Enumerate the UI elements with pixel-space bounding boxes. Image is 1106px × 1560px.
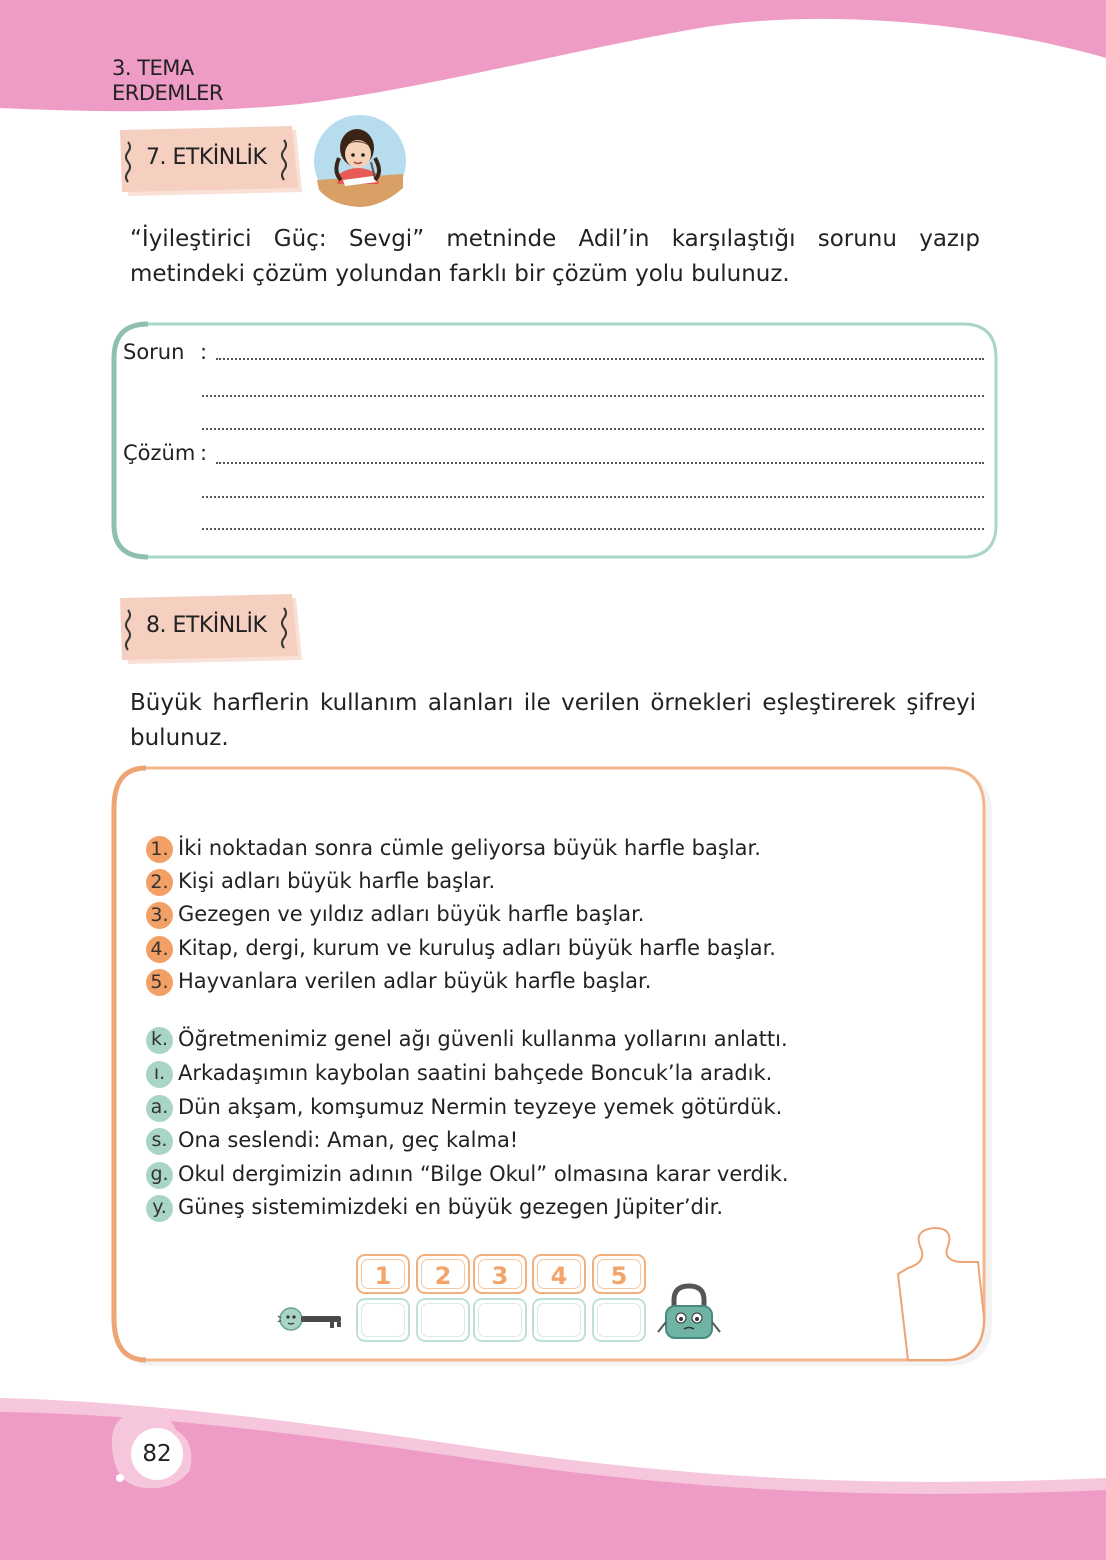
solution-line-2[interactable]: [202, 496, 984, 498]
theme-name: ERDEMLER: [112, 81, 223, 105]
key-icon: [276, 1302, 346, 1336]
example-letter: ı.: [146, 1061, 173, 1088]
code-number-box: 5: [592, 1254, 646, 1294]
example-item: [146, 1192, 723, 1222]
rule-item: [146, 933, 776, 963]
problem-colon: :: [200, 340, 208, 364]
example-item: [146, 1024, 788, 1054]
example-letter: g.: [146, 1162, 173, 1189]
problem-label: Sorun: [123, 340, 185, 364]
code-number-box: 1: [356, 1254, 410, 1294]
rule-item: [146, 833, 761, 863]
solution-line-3[interactable]: [202, 528, 984, 530]
rule-text: İki noktadan sonra cümle geliyorsa büyük harfle başlar.: [178, 836, 761, 860]
example-text: Dün akşam, komşumuz Nermin teyzeye yemek götürdük.: [178, 1095, 783, 1119]
example-item: [146, 1159, 789, 1189]
example-letter: y.: [146, 1195, 173, 1222]
solution-label: Çözüm: [123, 441, 196, 465]
rule-number: 3.: [146, 902, 173, 929]
example-letter: s.: [146, 1128, 173, 1155]
code-answer-box-2[interactable]: [416, 1298, 470, 1342]
activity7-badge: 7. ETKİNLİK: [146, 145, 267, 170]
rule-item: [146, 899, 644, 929]
problem-line-2[interactable]: [202, 395, 984, 397]
code-answer-box-1[interactable]: [356, 1298, 410, 1342]
page-number: 82: [131, 1428, 183, 1480]
activity8-badge: 8. ETKİNLİK: [146, 613, 267, 638]
code-number-box: 4: [532, 1254, 586, 1294]
example-text: Ona seslendi: Aman, geç kalma!: [178, 1128, 519, 1152]
theme-title: [112, 56, 223, 106]
code-answer-box-4[interactable]: [532, 1298, 586, 1342]
solution-line-1[interactable]: [216, 462, 984, 464]
rule-item: [146, 966, 651, 996]
code-answer-box-3[interactable]: [473, 1298, 527, 1342]
example-text: Arkadaşımın kaybolan saatini bahçede Boncuk’la aradık.: [178, 1061, 773, 1085]
rule-number: 4.: [146, 936, 173, 963]
example-item: [146, 1092, 782, 1122]
example-item: [146, 1058, 772, 1088]
code-answer-box-5[interactable]: [592, 1298, 646, 1342]
rule-number: 2.: [146, 869, 173, 896]
example-text: Öğretmenimiz genel ağı güvenli kullanma yollarını anlattı.: [178, 1027, 788, 1051]
activity8-prompt: Büyük harflerin kullanım alanları ile verilen örnekleri eşleştirerek şifreyi bulunuz.: [130, 690, 976, 751]
padlock-icon: [654, 1282, 724, 1344]
problem-line-1[interactable]: [216, 358, 984, 360]
example-text: Okul dergimizin adının “Bilge Okul” olmasına karar verdik.: [178, 1162, 789, 1186]
rule-number: 5.: [146, 969, 173, 996]
rule-text: Kişi adları büyük harfle başlar.: [178, 869, 496, 893]
activity7-prompt: “İyileştirici Güç: Sevgi” metninde Adil’in karşılaştığı sorunu yazıp metindeki çözüm yolundan farklı bir çözüm yolu bulunuz.: [130, 226, 980, 287]
rule-text: Hayvanlara verilen adlar büyük harfle başlar.: [178, 969, 652, 993]
problem-line-3[interactable]: [202, 428, 984, 430]
example-text: Güneş sistemimizdeki en büyük gezegen Jüpiter’dir.: [178, 1195, 724, 1219]
girl-writing-avatar: [313, 114, 407, 208]
rule-number: 1.: [146, 836, 173, 863]
rule-text: Gezegen ve yıldız adları büyük harfle başlar.: [178, 902, 645, 926]
solution-colon: :: [200, 441, 208, 465]
rule-item: [146, 866, 495, 896]
example-item: [146, 1125, 518, 1155]
code-number-box: 2: [416, 1254, 470, 1294]
theme-number: 3. TEMA: [112, 56, 194, 80]
code-number-box: 3: [473, 1254, 527, 1294]
rule-text: Kitap, dergi, kurum ve kuruluş adları büyük harfle başlar.: [178, 936, 776, 960]
example-letter: a.: [146, 1095, 173, 1122]
example-letter: k.: [146, 1027, 173, 1054]
